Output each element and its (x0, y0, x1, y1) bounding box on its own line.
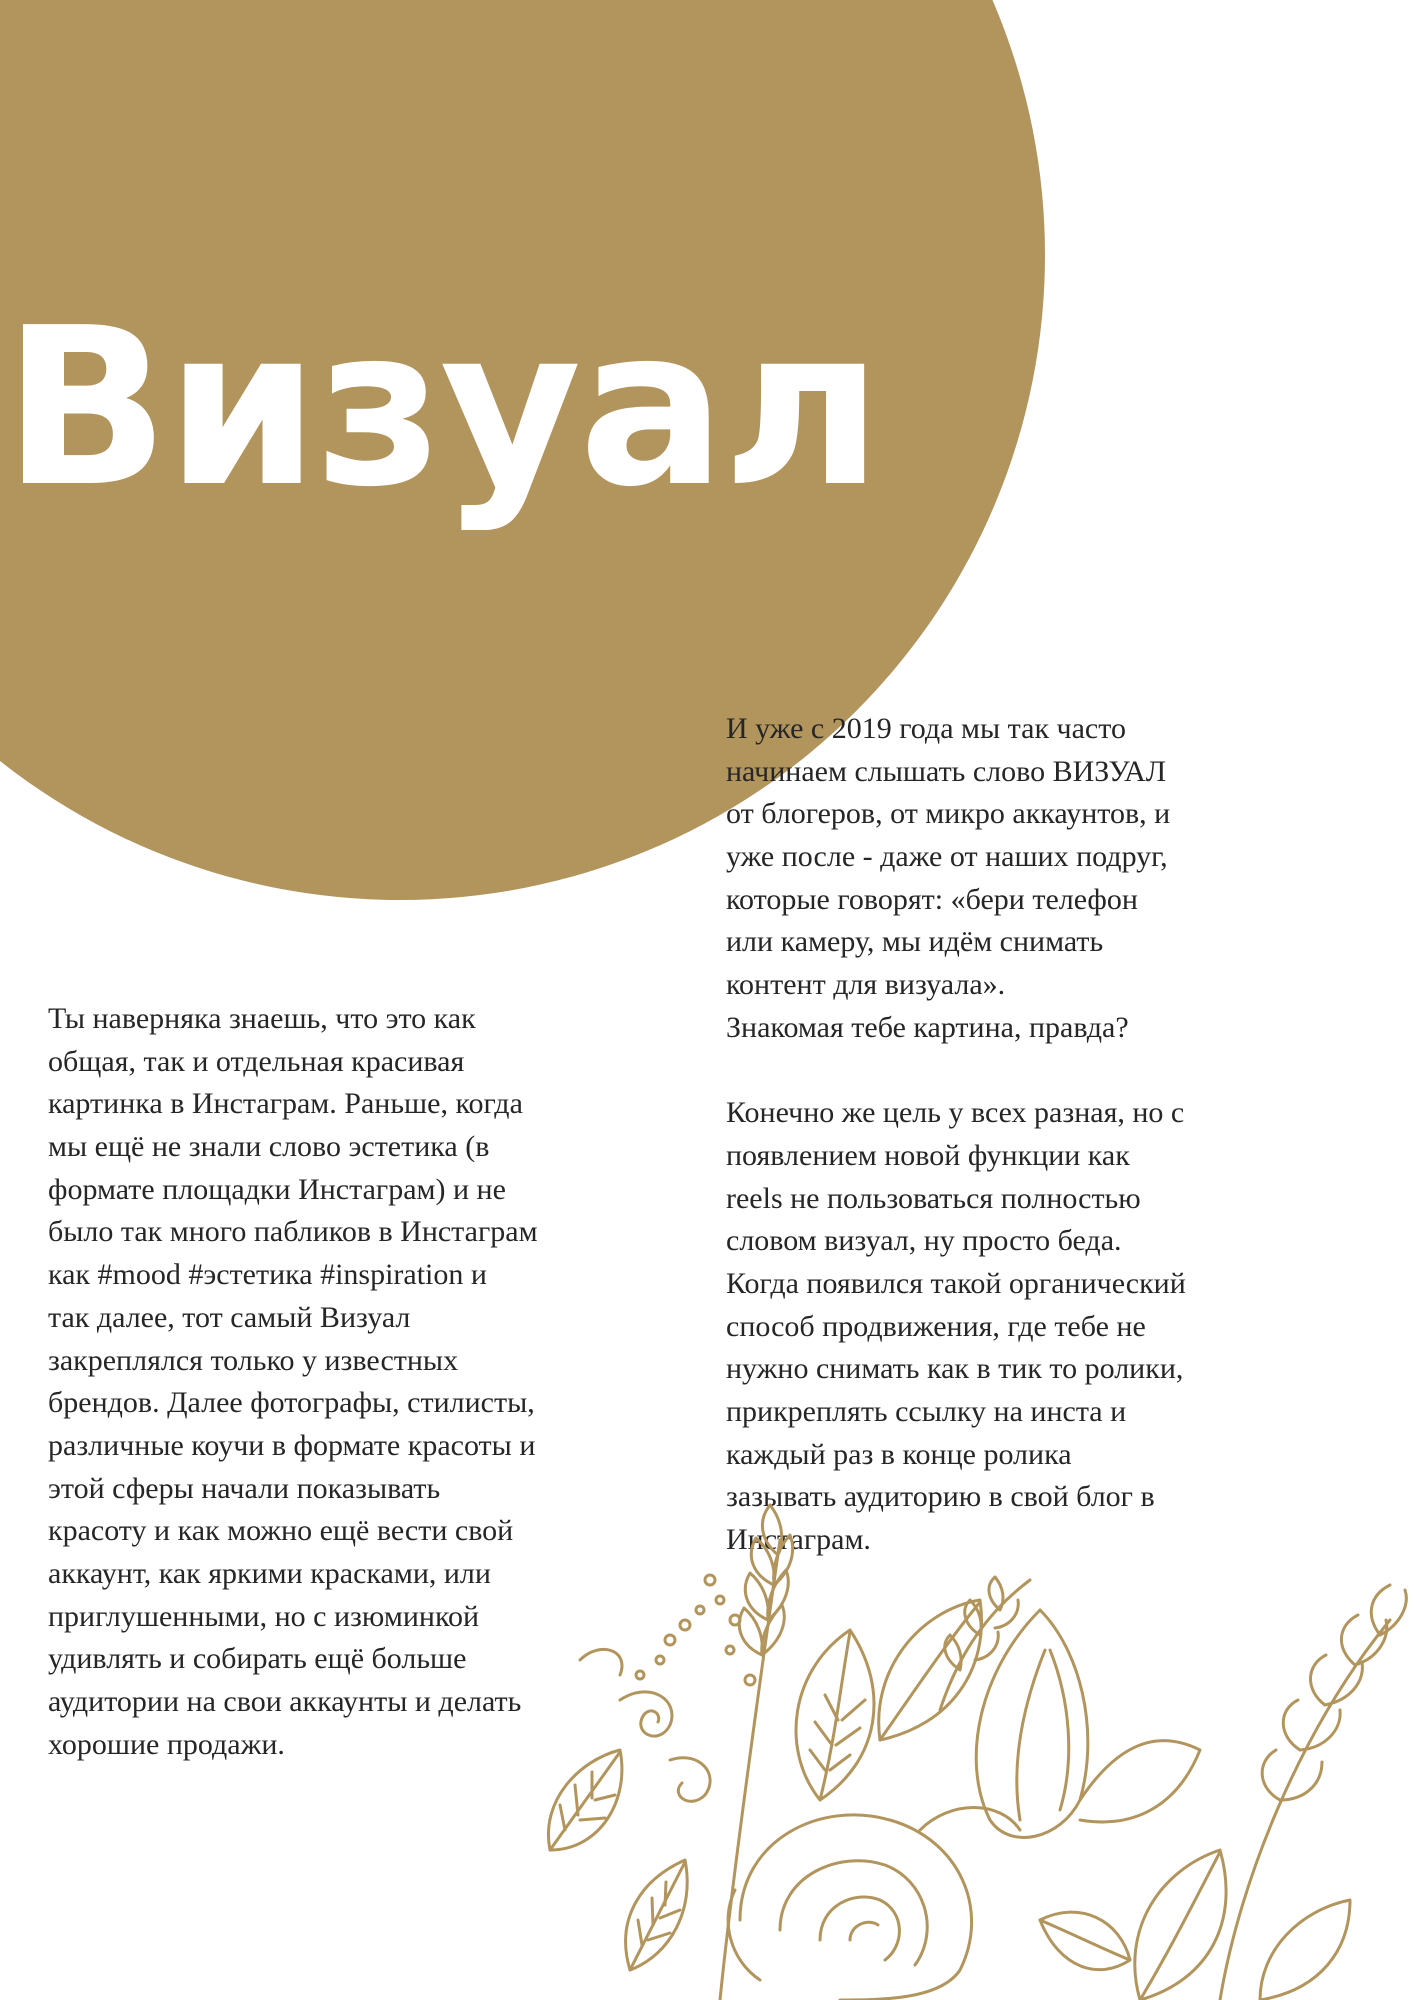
text-line: зазывать аудиторию в свой блог в (726, 1480, 1155, 1514)
flower-bud-illustration (976, 1610, 1200, 1837)
page-title: Визуал (3, 282, 880, 535)
text-line: аудитории на свои аккаунты и делать (48, 1685, 522, 1718)
leaf-illustration (548, 1750, 687, 1970)
text-line: появлением новой функции как (726, 1138, 1130, 1172)
text-line: картинка в Инстаграм. Раньше, когда (48, 1087, 523, 1121)
text-line: удивлять и собирать ещё больше (48, 1642, 467, 1676)
text-line: способ продвижения, где тебе не (726, 1309, 1146, 1343)
text-line: или камеру, мы идём снимать (726, 925, 1104, 959)
text-line: брендов. Далее фотографы, стилисты, (48, 1386, 535, 1420)
text-line: мы ещё не знали слово эстетика (в (48, 1130, 490, 1164)
text-line: Ты наверняка знаешь, что это как (48, 1002, 476, 1035)
floral-illustration (520, 1500, 1414, 2000)
text-line: красоту и как можно ещё вести свой (48, 1514, 514, 1548)
text-line: так далее, тот самый Визуал (48, 1300, 411, 1334)
text-line: каждый раз в конце ролика (726, 1437, 1072, 1471)
left-column-text (48, 998, 538, 1766)
fern-illustration (1220, 1585, 1406, 2000)
text-line: И уже с 2019 года мы так часто (726, 712, 1126, 745)
text-line: хорошие продажи. (48, 1727, 285, 1761)
leaf-illustration (796, 1600, 982, 1800)
text-line: Когда появился такой органический (726, 1266, 1186, 1300)
text-line: было так много пабликов в Инстаграм (48, 1215, 538, 1249)
text-line: общая, так и отдельная красивая (48, 1044, 465, 1078)
rose-illustration (728, 1808, 1020, 2000)
text-line: контент для визуала». (726, 968, 1006, 1002)
text-line: этой сферы начали показывать (48, 1471, 441, 1505)
text-line: формате площадки Инстаграм) и не (48, 1172, 506, 1206)
text-line: закреплялся только у известных (48, 1343, 459, 1377)
text-line: приглушенными, но с изюминкой (48, 1599, 480, 1633)
paragraph-gap (726, 1050, 1186, 1093)
dots-illustration (636, 1575, 755, 1685)
text-line: словом визуал, ну просто беда. (726, 1224, 1122, 1258)
leaf-illustration (1040, 1850, 1350, 2000)
text-line: прикреплять ссылку на инста и (726, 1395, 1127, 1428)
twig-illustration (940, 1577, 1030, 1710)
text-line: которые говорят: «бери телефон (726, 882, 1138, 916)
text-line: уже после - даже от наших подруг, (726, 840, 1168, 874)
text-line: различные коучи в формате красоты и (48, 1428, 536, 1462)
text-line: начинаем слышать слово ВИЗУАЛ (726, 754, 1167, 788)
right-column-text (726, 708, 1186, 1562)
text-line: reels не пользоваться полностью (726, 1181, 1141, 1215)
text-line: от блогеров, от микро аккаунтов, и (726, 797, 1171, 831)
wheat-stalk-illustration (720, 1505, 793, 2000)
text-line: Конечно же цель у всех разная, но с (726, 1096, 1185, 1130)
text-line: аккаунт, как яркими красками, или (48, 1556, 491, 1590)
text-line: нужно снимать как в тик то ролики, (726, 1352, 1184, 1386)
text-line: Знакомая тебе картина, правда? (726, 1010, 1129, 1044)
text-line: Инстаграм. (726, 1523, 871, 1557)
text-line: как #mood #эстетика #inspiration и (48, 1258, 487, 1292)
